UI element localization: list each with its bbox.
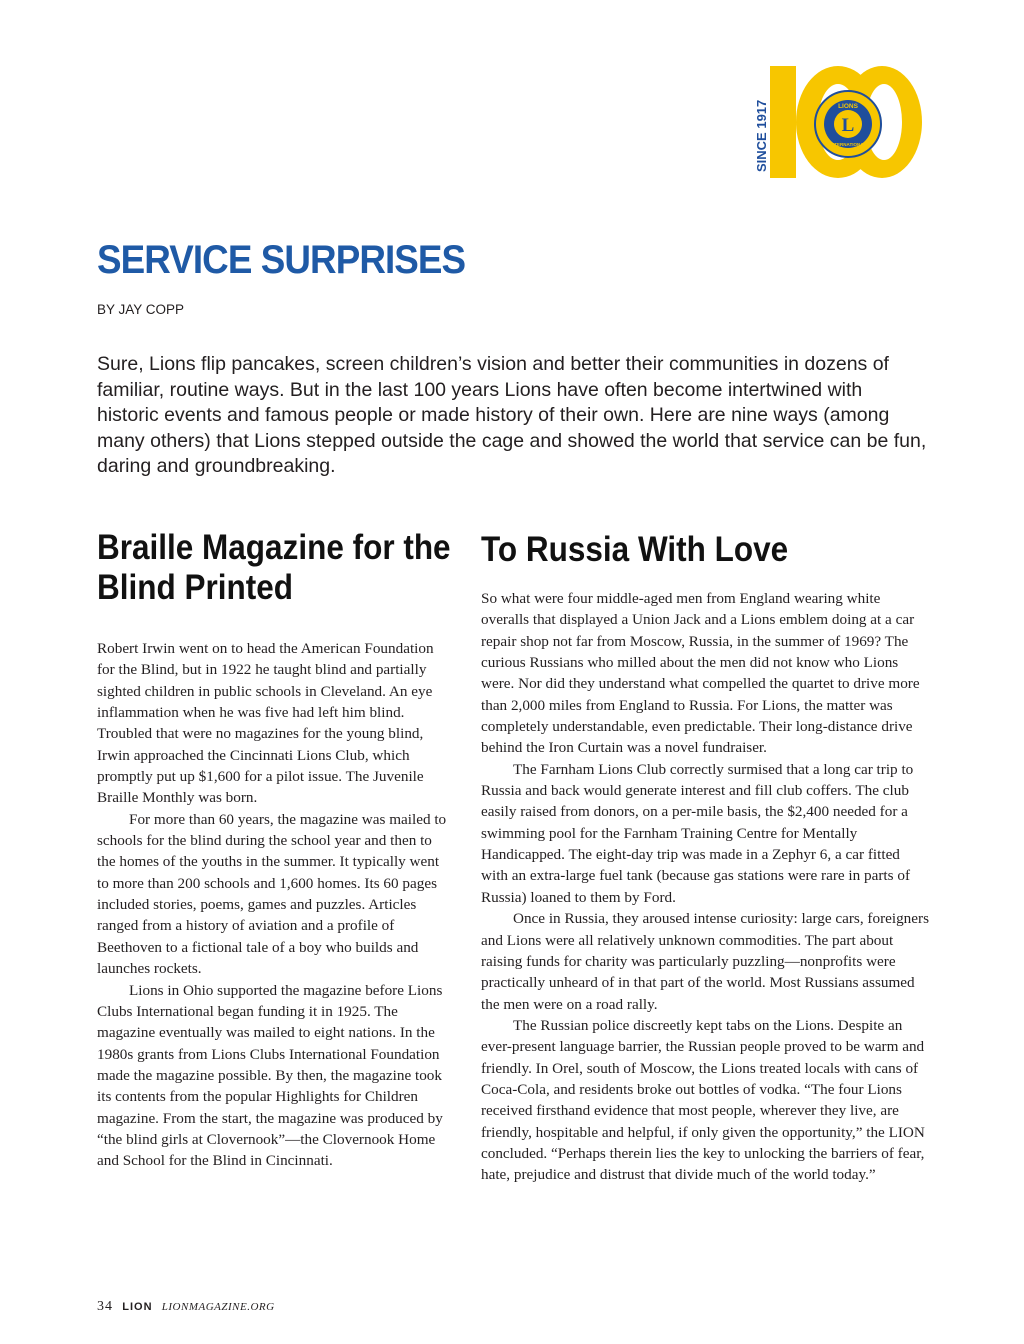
svg-text:L: L — [841, 115, 855, 136]
since-1917-text: SINCE 1917 — [754, 99, 769, 172]
byline: BY JAY COPP — [97, 302, 185, 317]
centennial-emblem-graphic — [748, 62, 928, 182]
body-paragraph: Lions in Ohio supported the magazine before Lions Clubs International began funding it in 1925. The magazine eventually was mailed to eight nations. In the 1980s grants from Lions Clubs International Foundation made the magazine possible. By then, the magazine took its contents from the popular Highlights for Children magazine. From the start, the magazine was produced by “the blind girls at Clovernook”—the Clovernook Home and School for the Blind in Cincinnati. — [97, 981, 443, 1170]
svg-text:INTERNATIONAL: INTERNATIONAL — [829, 142, 867, 147]
page-number: 34 — [97, 1299, 113, 1314]
left-column-heading: Braille Magazine for the Blind Printed — [97, 528, 451, 607]
body-paragraph: So what were four middle-aged men from England wearing white overalls that displayed a Union Jack and a Lions emblem doing at a car repair shop not far from Moscow, Russia, in the summer of 1969? The curious Russians who milled about the men did not know who Lions were. Nor did they understand what compelled the quartet to drive more than 2,000 miles from England to Russia. For Lions, the matter was completely understandable, even predictable. Their long-distance drive behind the Iron Curtain was a novel fundraiser. — [481, 590, 920, 757]
svg-text:LIONS: LIONS — [838, 103, 858, 110]
intro-paragraph: Sure, Lions flip pancakes, screen children’s vision and better their communities in dozens of familiar, routine ways. But in the last 100 years Lions have often become intertwined with historic events and famous people or made history of their own. Here are nine ways (among many others) that Lions stepped outside the cage and showed the world that service can be fun, daring and groundbreaking. — [97, 353, 927, 478]
body-paragraph: For more than 60 years, the magazine was mailed to schools for the blind during the school year and then to the homes of the youths in the summer. It typically went to more than 200 schools and 1,600 homes. Its 60 pages included stories, poems, games and puzzles. Articles ranged from a history of aviation and a profile of Beethoven to a fictional tale of a boy who builds and launches rockets. — [97, 810, 447, 978]
right-column-heading: To Russia With Love — [481, 530, 789, 569]
right-column-body — [481, 588, 929, 1186]
body-paragraph: The Farnham Lions Club correctly surmised that a long car trip to Russia and back would generate interest and fill club coffers. The club easily raised from donors, on a per-mile basis, the $2,400 needed for a swimming pool for the Farnham Training Centre for Mentally Handicapped. The eight-day trip was made in a Zephyr 6, a car fitted with an extra-large fuel tank (because gas stations were rare in parts of Russia) loaned to them by Ford. — [481, 760, 914, 906]
lions-100-logo — [748, 62, 928, 182]
body-paragraph: The Russian police discreetly kept tabs on the Lions. Despite an ever-present language barrier, the Russian people proved to be warm and friendly. In Orel, south of Moscow, the Lions treated locals with cans of Coca-Cola, and residents broke out bottles of vodka. “The four Lions received firsthand evidence that most people, wherever they live, are friendly, hospitable and helpful, if only given the opportunity,” the LION concluded. “Perhaps therein lies the key to unlocking the barriers of fear, hate, prejudice and distrust that divide much of the world today.” — [481, 1016, 925, 1184]
magazine-name: LION — [122, 1301, 153, 1313]
body-paragraph: Once in Russia, they aroused intense curiosity: large cars, foreigners and Lions were all relatively unknown commodities. The part about raising funds for charity was particularly puzzling—nonprofits were practically unheard of in that part of the world. Most Russians assumed the men were on a road rally. — [481, 910, 929, 1013]
lions-international-emblem — [815, 91, 881, 157]
magazine-website: LIONMAGAZINE.ORG — [161, 1301, 275, 1313]
page-footer — [97, 1298, 275, 1315]
body-paragraph: Robert Irwin went on to head the American Foundation for the Blind, but in 1922 he taught blind and partially sighted children in public schools in Cleveland. An eye inflammation when he was five had left him blind. Troubled that were no magazines for the young blind, Irwin approached the Cincinnati Lions Club, which promptly put up $1,600 for a pilot issue. The Juvenile Braille Monthly was born. — [97, 640, 434, 807]
article-title: SERVICE SURPRISES — [97, 238, 466, 282]
left-column-body — [97, 638, 449, 1172]
digit-one-shape — [770, 66, 796, 178]
